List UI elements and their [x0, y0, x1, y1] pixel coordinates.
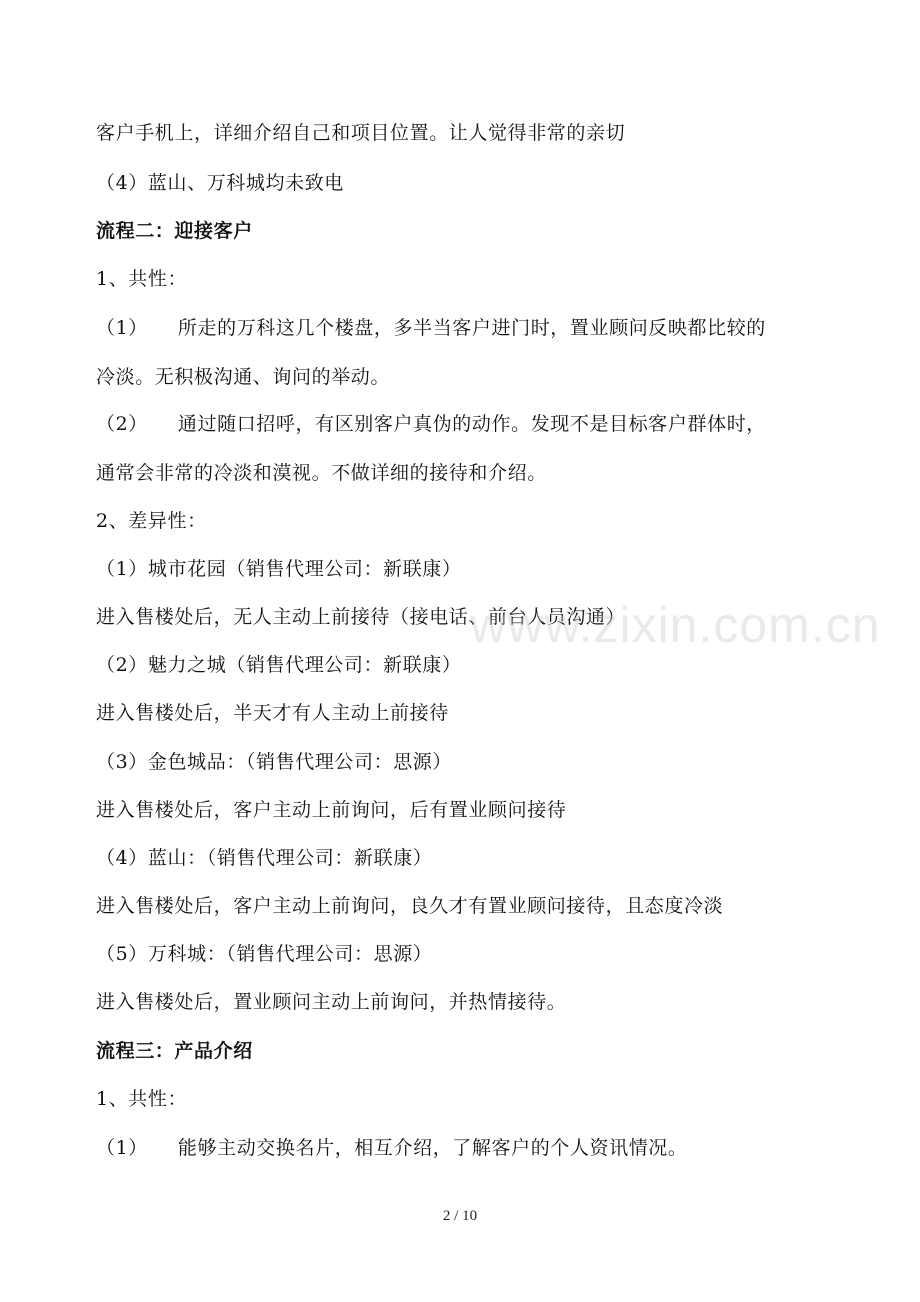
text-line: 进入售楼处后，半天才有人主动上前接待 — [96, 702, 449, 724]
text-line: 通常会非常的冷淡和漠视。不做详细的接待和介绍。 — [96, 462, 547, 484]
subsection-label: 1、共性： — [96, 268, 188, 290]
text-line: 进入售楼处后，客户主动上前询问，良久才有置业顾问接待，且态度冷淡 — [96, 895, 724, 917]
subsection-label: 2、差异性： — [96, 510, 207, 532]
text-line: （3）金色城品：（销售代理公司：思源） — [96, 751, 452, 773]
text-line: 进入售楼处后，置业顾问主动上前询问，并热情接待。 — [96, 991, 567, 1013]
text-line: （5）万科城：（销售代理公司：思源） — [96, 943, 433, 965]
list-marker: （1） — [96, 1137, 148, 1159]
list-item — [96, 315, 766, 341]
list-item-text: 通过随口招呼，有区别客户真伪的动作。发现不是目标客户群体时， — [177, 413, 766, 435]
text-line: 进入售楼处后，无人主动上前接待（接电话、前台人员沟通） — [96, 606, 626, 628]
list-item — [96, 1135, 688, 1161]
watermark: www.zixin.com.cn — [470, 597, 881, 653]
text-line: （4）蓝山：（销售代理公司：新联康） — [96, 847, 433, 869]
list-item — [96, 411, 766, 437]
text-line: （4）蓝山、万科城均未致电 — [96, 172, 344, 194]
list-item-text: 能够主动交换名片，相互介绍，了解客户的个人资讯情况。 — [177, 1137, 688, 1159]
text-line: 冷淡。无积极沟通、询问的举动。 — [96, 366, 391, 388]
text-line: （1）城市花园（销售代理公司：新联康） — [96, 558, 462, 580]
section-heading: 流程三：产品介绍 — [96, 1040, 253, 1062]
text-line: 进入售楼处后，客户主动上前询问，后有置业顾问接待 — [96, 799, 567, 821]
text-line: 客户手机上，详细介绍自己和项目位置。让人觉得非常的亲切 — [96, 122, 626, 144]
subsection-label: 1、共性： — [96, 1088, 188, 1110]
page-number: 2 / 10 — [442, 1208, 478, 1224]
text-line: （2）魅力之城（销售代理公司：新联康） — [96, 654, 462, 676]
list-marker: （1） — [96, 317, 148, 339]
list-item-text: 所走的万科这几个楼盘，多半当客户进门时，置业顾问反映都比较的 — [177, 317, 766, 339]
list-marker: （2） — [96, 413, 148, 435]
section-heading: 流程二：迎接客户 — [96, 220, 253, 242]
